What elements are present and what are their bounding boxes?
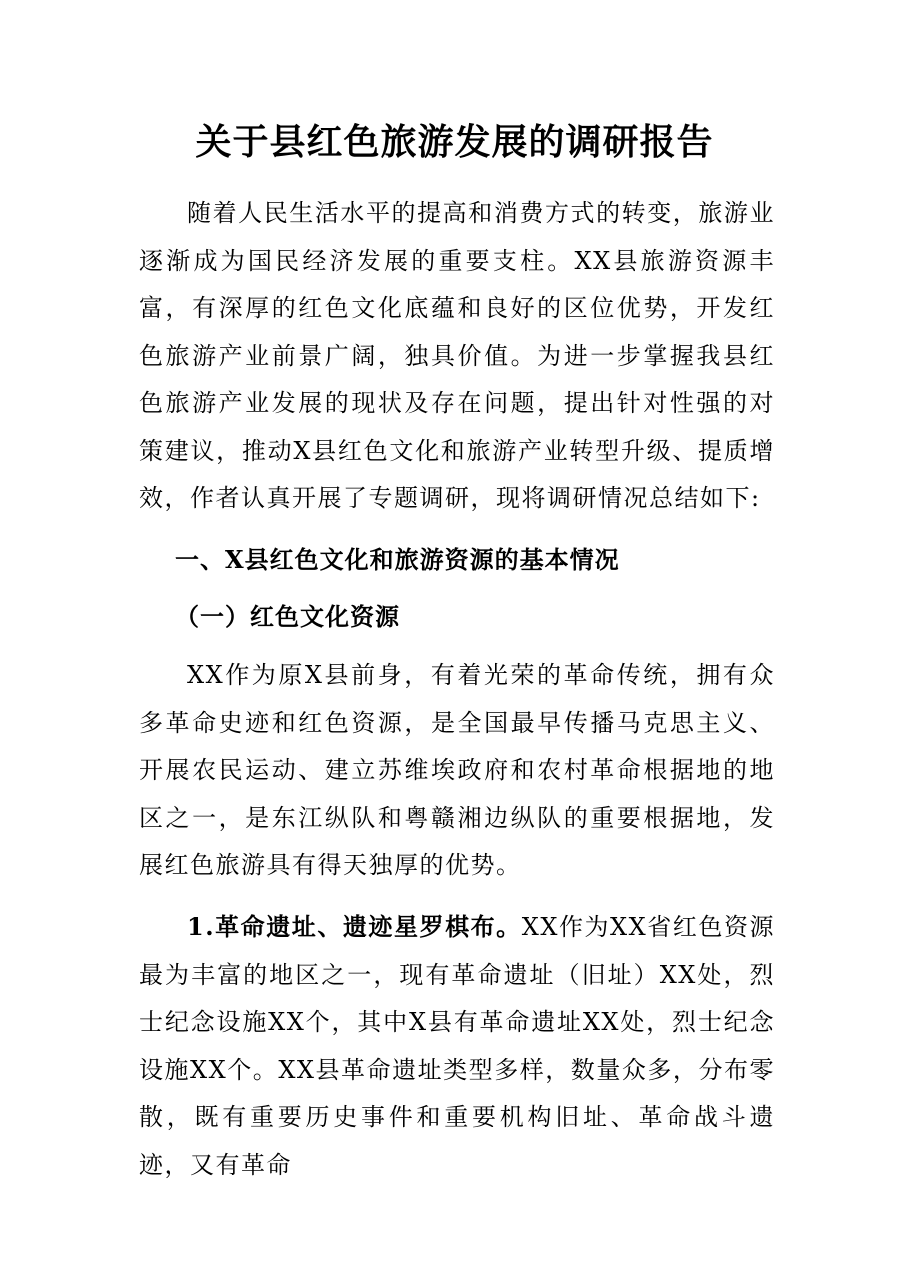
numbered-item-paragraph xyxy=(139,903,775,1189)
section-heading: 一、X县红色文化和旅游资源的基本情况 xyxy=(175,545,620,574)
numbered-item-lead: 1.革命遗址、遗迹星罗棋布。 xyxy=(187,912,522,941)
subsection-paragraph: XX作为原X县前身，有着光荣的革命传统，拥有众多革命史迹和红色资源，是全国最早传播马克思主义、开展农民运动、建立苏维埃政府和农村革命根据地的地区之一，是东江纵队和粤赣湘边纵队的重要根据地，发展红色旅游具有得天独厚的优势。 xyxy=(139,661,775,879)
subsection-heading: （一）红色文化资源 xyxy=(175,602,400,631)
document-title: 关于县红色旅游发展的调研报告 xyxy=(195,121,714,163)
numbered-item-text: XX作为XX省红色资源最为丰富的地区之一，现有革命遗址（旧址）XX处，烈士纪念设施XX个，其中X县有革命遗址XX处，烈士纪念设施XX个。XX县革命遗址类型多样，数量众多，分布零散，既有重要历史事件和重要机构旧址、革命战斗遗迹，又有革命 xyxy=(139,913,775,1179)
intro-paragraph: 随着人民生活水平的提高和消费方式的转变，旅游业逐渐成为国民经济发展的重要支柱。XX县旅游资源丰富，有深厚的红色文化底蕴和良好的区位优势，开发红色旅游产业前景广阔，独具价值。为进一步掌握我县红色旅游产业发展的现状及存在问题，提出针对性强的对策建议，推动X县红色文化和旅游产业转型升级、提质增效，作者认真开展了专题调研，现将调研情况总结如下: xyxy=(139,199,775,512)
